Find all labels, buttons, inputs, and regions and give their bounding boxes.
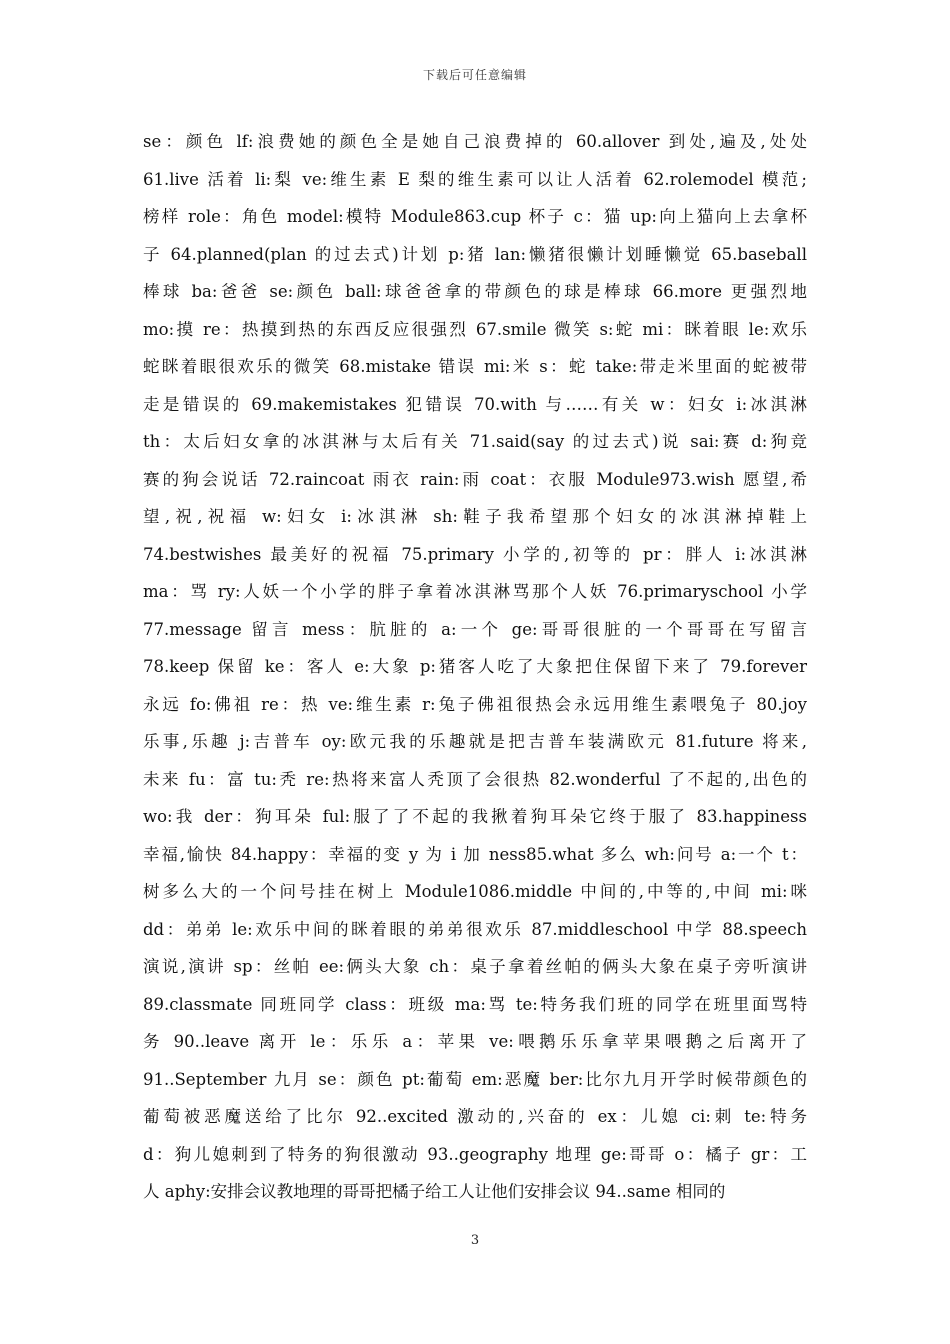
text-line: 人 aphy:安排会议教地理的哥哥把橘子给工人让他们安排会议 94..same 相同的 <box>143 1182 726 1201</box>
text-line: 78.keep 保留 ke：客人 e:大象 p:猪客人吃了大象把住保留下来了 79.forever <box>143 657 807 676</box>
text-line: 树多么大的一个问号挂在树上 Module1086.middle 中间的,中等的,中间 mi:咪 <box>143 882 807 901</box>
text-line: 未来 fu：富 tu:秃 re:热将来富人秃顶了会很热 82.wonderful 了不起的,出色的 <box>143 769 807 789</box>
text-line: mo:摸 re：热摸到热的东西反应很强烈 67.smile 微笑 s:蛇 mi：眯着眼 le:欢乐 <box>143 319 807 339</box>
text-line: th：太后妇女拿的冰淇淋与太后有关 71.said(say 的过去式)说 sai:赛 d:狗竞 <box>143 432 807 451</box>
text-line: d：狗儿媳刺到了特务的狗很激动 93..geography 地理 ge:哥哥 o：橘子 gr：工 <box>143 1144 807 1164</box>
text-line: 91..September 九月 se：颜色 pt:葡萄 em:恶魔 ber:比尔九月开学时候带颜色的 <box>143 1069 807 1089</box>
text-line: 乐事,乐趣 j:吉普车 oy:欧元我的乐趣就是把吉普车装满欧元 81.future 将来, <box>143 732 807 751</box>
text-line: 89.classmate 同班同学 class：班级 ma:骂 te:特务我们班的同学在班里面骂特 <box>143 994 807 1014</box>
text-line: se：颜色 lf:浪费她的颜色全是她自己浪费掉的 60.allover 到处,遍及,处处 <box>143 132 807 151</box>
text-line: 务 90..leave 离开 le：乐乐 a：苹果 ve:喂鹅乐乐拿苹果喂鹅之后离开了 <box>143 1032 807 1051</box>
text-line: 葡萄被恶魔送给了比尔 92..excited 激动的,兴奋的 ex：儿媳 ci:刺 te:特务 <box>143 1107 807 1126</box>
text-line: wo:我 der：狗耳朵 ful:服了了不起的我揪着狗耳朵它终于服了 83.happiness <box>143 807 807 826</box>
text-line: 子 64.planned(plan 的过去式)计划 p:猪 lan:懒猪很懒计划睡懒觉 65.baseball <box>143 244 807 264</box>
text-line: dd：弟弟 le:欢乐中间的眯着眼的弟弟很欢乐 87.middleschool 中学 88.speech <box>143 919 807 939</box>
text-line: 蛇眯着眼很欢乐的微笑 68.mistake 错误 mi:米 s：蛇 take:带走米里面的蛇被带 <box>143 357 807 376</box>
text-line: 77.message 留言 mess：肮脏的 a:一个 ge:哥哥很脏的一个哥哥在写留言 <box>143 619 807 639</box>
page-header: 下载后可任意编辑 <box>422 68 527 82</box>
page-number: 3 <box>470 1233 480 1248</box>
text-line: 赛的狗会说话 72.raincoat 雨衣 rain:雨 coat：衣服 Module973.wish 愿望,希 <box>143 469 807 489</box>
body-text <box>143 123 807 1211</box>
text-line: ma：骂 ry:人妖一个小学的胖子拿着冰淇淋骂那个人妖 76.primaryschool 小学 <box>143 582 807 601</box>
text-line: 榜样 role：角色 model:模特 Module863.cup 杯子 c：猫 up:向上猫向上去拿杯 <box>143 207 807 226</box>
text-line: 走是错误的 69.makemistakes 犯错误 70.with 与……有关 w：妇女 i:冰淇淋 <box>143 394 807 414</box>
text-line: 74.bestwishes 最美好的祝福 75.primary 小学的,初等的 pr：胖人 i:冰淇淋 <box>143 544 807 564</box>
text-line: 永远 fo:佛祖 re：热 ve:维生素 r:兔子佛祖很热会永远用维生素喂兔子 80.joy <box>143 694 807 714</box>
text-line: 61.live 活着 li:梨 ve:维生素 E 梨的维生素可以让人活着 62.rolemodel 模范; <box>143 169 807 189</box>
text-line: 棒球 ba:爸爸 se:颜色 ball:球爸爸拿的带颜色的球是棒球 66.more 更强烈地 <box>143 282 807 301</box>
text-line: 幸福,愉快 84.happy：幸福的变 y 为 i 加 ness85.what 多么 wh:问号 a:一个 t： <box>143 844 807 864</box>
text-line: 望,祝,祝福 w:妇女 i:冰淇淋 sh:鞋子我希望那个妇女的冰淇淋掉鞋上 <box>143 507 807 526</box>
text-line: 演说,演讲 sp：丝帕 ee:俩头大象 ch：桌子拿着丝帕的俩头大象在桌子旁听演讲 <box>143 957 807 976</box>
